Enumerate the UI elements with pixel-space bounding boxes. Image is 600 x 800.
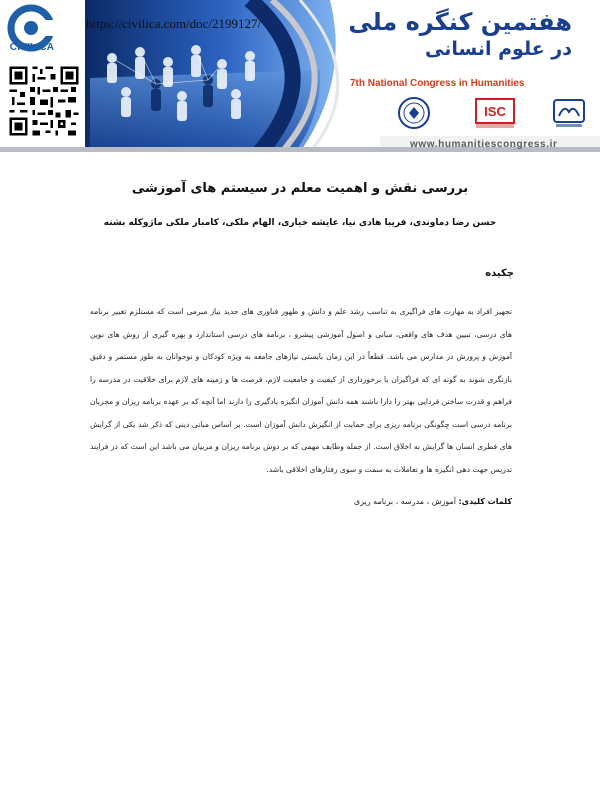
congress-title-english: 7th National Congress in Humanities	[350, 78, 525, 89]
congress-title-persian: هفتمین کنگره ملی	[348, 8, 572, 36]
isc-label: ISC	[484, 104, 506, 119]
keywords-line	[92, 497, 512, 506]
qr-code-icon[interactable]	[7, 64, 81, 138]
abstract-heading: چکیده	[485, 268, 514, 279]
paper-title: بررسی نقش و اهمیت معلم در سیستم های آموزشی	[131, 181, 469, 196]
congress-website[interactable]: www.humanitiescongress.ir	[410, 139, 558, 150]
partner-logos	[380, 96, 590, 132]
abstract-body: تجهیز افراد به مهارت های فراگیری به تناسب رشد علم و دانش و ظهور فناوری های جدید نیاز مبرمی است که مستلزم تغییر برنامه های درسی، تبیین هدف های واقعی، مبانی و اصول آموزشی پیشرو ، برنامه های درسی استاندارد و بهره گیری از روش های نوین آموزش و پرورش در مدارس می باشد. قطعاً در این زمان بایستی نیازهای جامعه به ویژه کودکان و نوجوانان به طور مستمر و دقیق بازنگری شوند به گونه ای که فراگیران با برخورداری از کیفیت و جامعیت لازم، فرصت ها و زمینه های لازم برای خلاقیت در مدرسه را فراهم و قدرت ساختن فردایی بهتر را دارا باشند همه دانش آموزان انگیزه یادگیری را دارند اما آنچه که بر عهده برنامه ریزان و مجریان برنامه درسی است چگونگی برنامه ریزی برای حمایت از انگیزش دانش آموزان است. بر اساس مبانی دینی که ذکر شد یکی از گرایش های فطری انسان ها گرایش به اخلاق است. از جمله وظایف مهمی که بر دوش برنامه ریزان و مربیان می باشد این است که در فرایند تدریس جهت دهی انگیزه ها و تعاملات به سمت و سوی رفتارهای اخلاقی باشد.	[90, 307, 512, 474]
keywords-label: کلمات کلیدی:	[458, 497, 512, 506]
university-seal-icon	[396, 96, 432, 130]
congress-subtitle-persian: در علوم انسانی	[425, 38, 572, 60]
association-logo-icon	[552, 96, 586, 130]
paper-authors: حسن رضا دماوندی، فریبا هادی نیا، عایشه خیاری، الهام ملکی، کامبار ملکی ماژوکله بشته	[103, 218, 497, 228]
document-url[interactable]: https://civilica.com/doc/2199127/	[86, 16, 262, 31]
civilica-label: CIVILICA	[9, 42, 55, 53]
keywords-list: آموزش ، مدرسه ، برنامه ریزی	[353, 497, 456, 506]
congress-banner	[0, 0, 600, 152]
